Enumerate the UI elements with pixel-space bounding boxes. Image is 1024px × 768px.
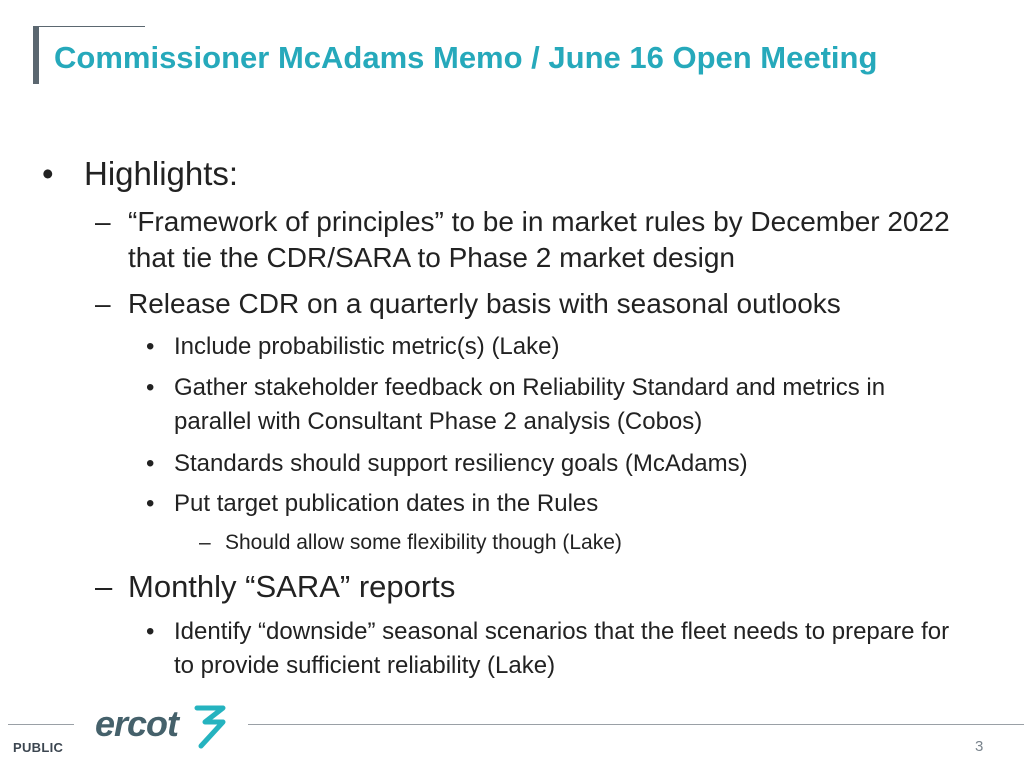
item-text: Standards should support resiliency goals (McAdams): [174, 450, 748, 477]
item-text: Monthly “SARA” reports: [128, 569, 456, 604]
dash-marker: –: [95, 288, 111, 319]
item-text: “Framework of principles” to be in market rules by December 2022 that tie the CDR/SARA to Phase 2 market design: [128, 206, 950, 273]
sub-bullet-framework: [95, 204, 978, 276]
footer-divider-left: [8, 724, 74, 725]
sub-bullet-release-cdr: [95, 286, 978, 322]
sub-sub-bullet-downside: [146, 615, 964, 683]
bullet-marker: •: [146, 333, 155, 360]
bullet-marker: •: [42, 155, 54, 192]
dash-marker: –: [199, 531, 211, 554]
page-number: 3: [975, 738, 984, 755]
footer-divider-right: [248, 724, 1024, 725]
level4-bullet-flexibility: [199, 529, 945, 557]
bullet-marker: •: [146, 450, 155, 477]
logo-wordmark: ercot: [95, 703, 179, 744]
item-text: Release CDR on a quarterly basis with seasonal outlooks: [128, 288, 841, 319]
dash-marker: –: [95, 569, 113, 604]
item-text: Put target publication dates in the Rules: [174, 490, 599, 517]
slide-title: Commissioner McAdams Memo / June 16 Open Meeting: [54, 40, 878, 75]
sub-sub-bullet-stakeholder: [146, 371, 954, 439]
logo-bolt-mark: [197, 708, 223, 746]
item-text: Should allow some flexibility though (Lake): [225, 531, 622, 554]
sub-sub-bullet-probabilistic: [146, 330, 954, 364]
bullet-marker: •: [146, 374, 155, 401]
sub-bullet-monthly-sara: [95, 567, 978, 607]
sub-sub-bullet-standards: [146, 447, 954, 481]
item-text: Gather stakeholder feedback on Reliability Standard and metrics in parallel with Consultant Phase 2 analysis (Cobos): [174, 374, 886, 435]
item-text: Identify “downside” seasonal scenarios that the fleet needs to prepare for to provide sufficient reliability (Lake): [174, 618, 950, 679]
sub-sub-bullet-publication-dates: [146, 487, 954, 521]
highlights-heading: Highlights:: [84, 155, 239, 192]
public-label: PUBLIC: [13, 740, 64, 755]
ercot-logo: [93, 698, 228, 754]
bullet-marker: •: [146, 618, 155, 645]
item-text: Include probabilistic metric(s) (Lake): [174, 333, 560, 360]
bullet-marker: •: [146, 490, 155, 517]
dash-marker: –: [95, 206, 111, 237]
bullet-highlights: [42, 154, 239, 194]
